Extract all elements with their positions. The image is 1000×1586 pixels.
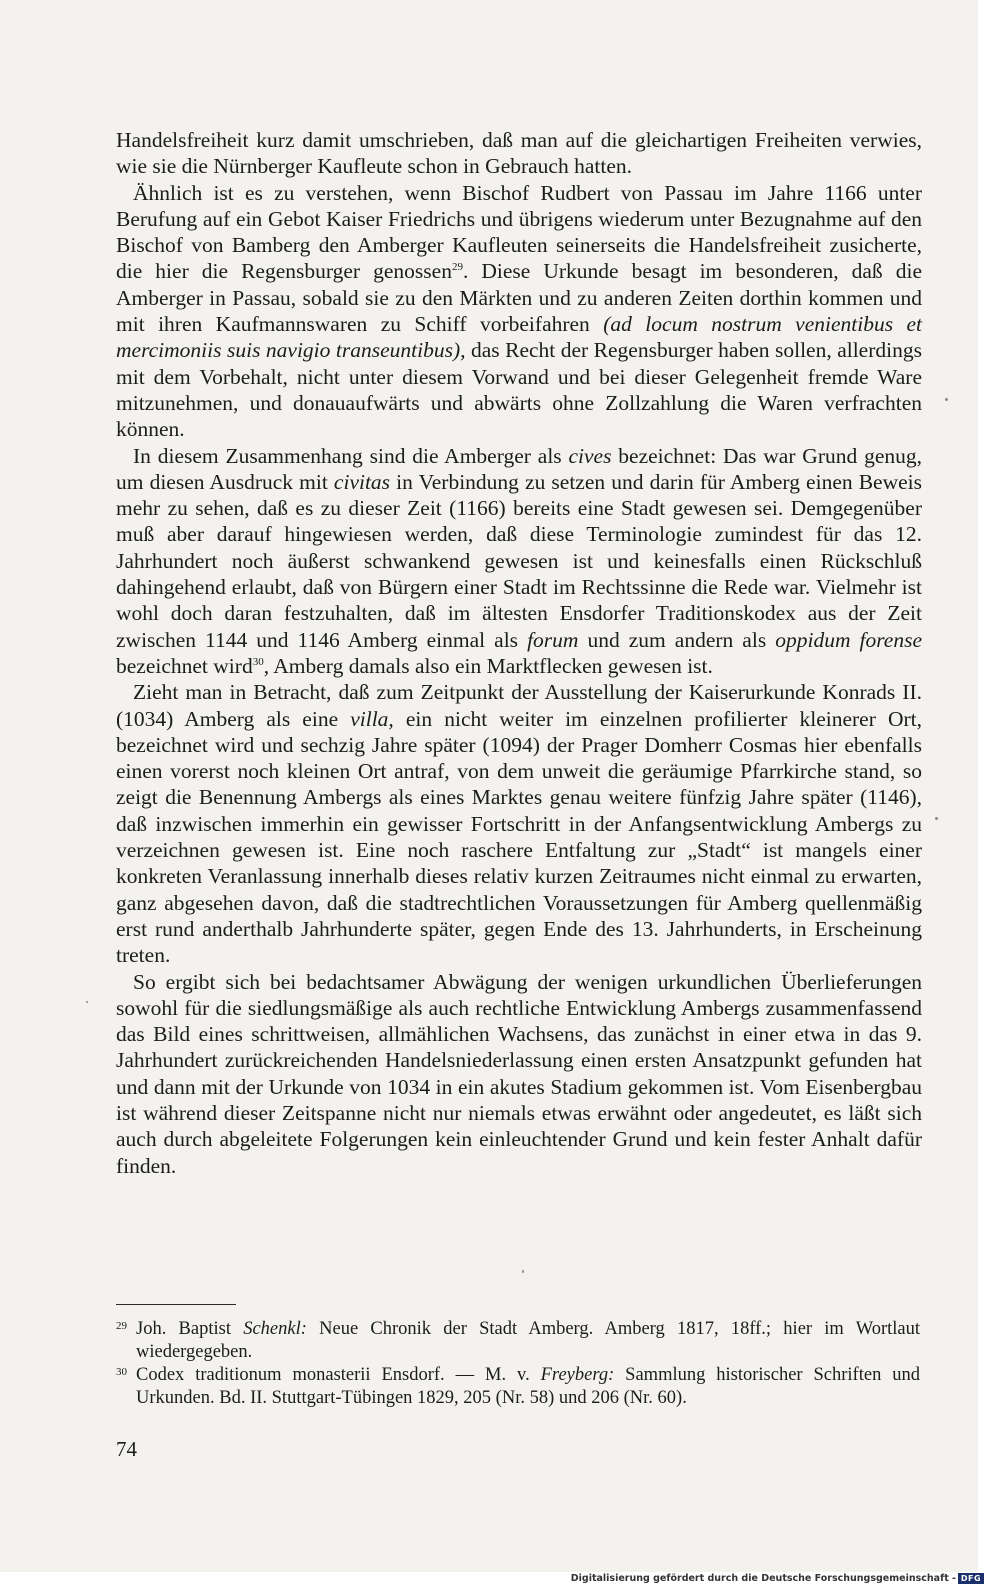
- italic-run: Freyberg:: [540, 1365, 615, 1385]
- text-run: Neue Chronik der Stadt Amberg. Amberg 1817, 18ff.; hier im Wortlaut wiedergegeben.: [136, 1319, 920, 1362]
- text-run: , Amberg damals also ein Marktflecken gewesen ist.: [263, 653, 713, 678]
- paragraph: [116, 180, 922, 443]
- footnote-separator: [116, 1304, 236, 1305]
- footnote: [116, 1364, 920, 1410]
- footnote: [116, 1318, 920, 1364]
- text-run: bezeichnet wird: [116, 653, 253, 678]
- paragraph: [116, 127, 922, 180]
- footnote-ref: 29: [451, 261, 463, 274]
- text-run: ein nicht weiter im einzelnen profilierter kleinerer Ort, bezeichnet wird und sechzig Jahre später (1094) der Prager Domherr Cosmas hier ebenfalls einen vorerst noch kleinen Ort antraf, von dem unweit die geräumige Pfarrkirche stand, so zeigt die Benennung Ambergs als eines Marktes genau weitere fünfzig Jahre später (1146), daß inzwischen immerhin ein gewisser Fortschritt in der Anfangsentwicklung Ambergs zu verzeichnen gewesen ist. Eine noch raschere Entfaltung zur „Stadt“ ist mangels einer konkreten Veranlassung innerhalb dieses relativ kurzen Zeitraumes nicht einmal zu erwarten, ganz abgesehen davon, daß die stadtrechtlichen Voraussetzungen für Amberg quellenmäßig erst rund anderthalb Jahrhunderte später, gegen Ende des 13. Jahrhunderts, in Erscheinung treten.: [116, 706, 922, 968]
- text-run: und zum andern als: [578, 627, 776, 652]
- text-run: das Recht der Regensburger haben sollen, allerdings mit dem Vorbehalt, nicht unter diesem Vorwand und bei dieser Gelegenheit fremde Ware mitzunehmen, und donauaufwärts und abwärts ohne Zollzahlung die Waren verfrachten können.: [116, 338, 922, 442]
- italic-run: oppidum forense: [775, 627, 922, 652]
- scan-speck: [945, 398, 948, 401]
- paragraph: [116, 443, 922, 680]
- text-run: bezeichnet: Das war Grund genug, um diesen Ausdruck mit: [116, 443, 922, 494]
- body-text: [116, 127, 922, 1179]
- page-number: 74: [116, 1437, 137, 1461]
- scan-speck: [522, 1270, 524, 1273]
- footnote-text: [136, 1318, 920, 1364]
- text-run: in Verbindung zu setzen und darin für Amberg einen Beweis mehr zu sehen, daß es zu dieser Zeit (1166) bereits eine Stadt gewesen sei. Demgegenüber muß aber darauf hingewiesen werden, daß diese Terminologie zumindest für das 12. Jahrhundert noch äußerst schwankend gewesen ist und keinesfalls einen Rückschluß dahingehend erlaubt, daß von Bürgern einer Stadt im Rechtssinne die Rede war. Vielmehr ist wohl doch daran festzuhalten, daß im ältesten Ensdorfer Traditionskodex aus der Zeit zwischen 1144 und 1146 Amberg einmal als: [116, 469, 923, 652]
- text-run: . Diese Urkunde besagt im besonderen, daß die Amberger in Passau, sobald sie zu den Märkten und zu anderen Zeiten dorthin kommen und mit ihren Kaufmannswaren zu Schiff vorbeifahren: [116, 259, 922, 337]
- footnote-number: 29: [116, 1320, 127, 1332]
- italic-run: villa,: [350, 706, 394, 731]
- footnote-ref: 30: [252, 655, 264, 668]
- text-run: So ergibt sich bei bedachtsamer Abwägung der wenigen urkundlichen Überlieferungen sowohl für die siedlungsmäßige als auch rechtliche Entwicklung Ambergs zusammenfassend das Bild eines schrittweisen, allmählichen Wachsens, das zunächst in einer etwa in das 9. Jahrhundert zurückreichenden Handelsniederlassung einen ersten Ansatzpunkt gefunden hat und dann mit der Urkunde von 1034 in ein akutes Stadium gekommen ist. Vom Eisenbergbau ist während dieser Zeitspanne nicht nur niemals etwas erwähnt oder angedeutet, es läßt sich auch durch abgeleitete Folgerungen kein einleuchtender Grund und kein fester Anhalt dafür finden.: [116, 969, 922, 1178]
- dfg-logo: DFG: [958, 1573, 984, 1584]
- text-run: Ähnlich ist es zu verstehen, wenn Bischof Rudbert von Passau im Jahre 1166 unter Berufung auf ein Gebot Kaiser Friedrichs und übrigens wiederum unter Bezugnahme auf den Bischof von Bamberg den Amberger Kaufleuten seinerseits die Handelsfreiheit zusicherte, die hier die Regensburger genossen: [116, 180, 922, 284]
- scan-speck: [86, 1001, 88, 1003]
- italic-run: civitas: [333, 469, 391, 494]
- text-run: Zieht man in Betracht, daß zum Zeitpunkt der Ausstellung der Kaiserurkunde Konrads II. (1034) Amberg als eine: [116, 680, 922, 731]
- italic-run: Schenkl:: [243, 1319, 307, 1339]
- scan-margin: [978, 0, 1000, 1572]
- scan-speck: [935, 817, 938, 820]
- text-run: Codex traditionum monasterii Ensdorf. — M. v.: [136, 1365, 541, 1385]
- digitization-credit: Digitalisierung gefördert durch die Deutsche Forschungsgemeinschaft -: [570, 1573, 956, 1584]
- text-run: In diesem Zusammenhang sind die Amberger als: [133, 443, 569, 468]
- italic-run: cives: [568, 443, 612, 468]
- italic-run: (ad locum nostrum venientibus et mercimoniis suis navigio transeuntibus),: [116, 312, 922, 363]
- text-run: Handelsfreiheit kurz damit umschrieben, daß man auf die gleichartigen Freiheiten verwies, wie sie die Nürnberger Kaufleute schon in Gebrauch hatten.: [116, 128, 922, 179]
- paragraph: [116, 679, 922, 968]
- italic-run: forum: [527, 627, 579, 652]
- footnotes: [116, 1318, 920, 1410]
- footnote-text: [136, 1364, 920, 1410]
- text-run: Sammlung historischer Schriften und Urkunden. Bd. II. Stuttgart-Tübingen 1829, 205 (Nr. 58) und 206 (Nr. 60).: [136, 1365, 920, 1408]
- footnote-number: 30: [116, 1366, 127, 1378]
- text-run: Joh. Baptist: [136, 1319, 244, 1339]
- paragraph: [116, 969, 922, 1179]
